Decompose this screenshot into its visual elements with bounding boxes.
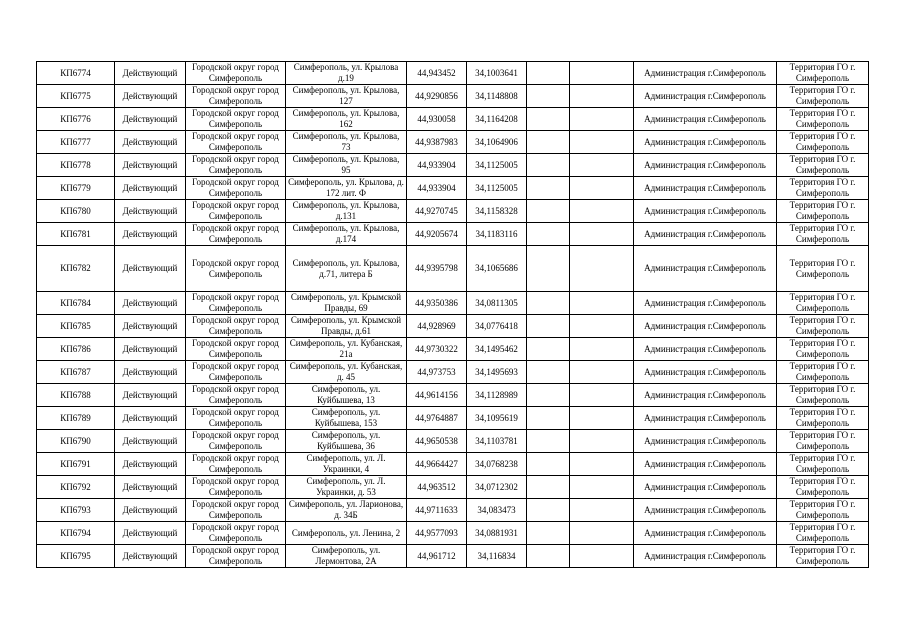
address-cell: Симферополь, ул. Крылова, д.71, литера Б [286,246,407,292]
longitude-cell: 34,1158328 [467,200,527,223]
latitude-cell: 44,9270745 [407,200,467,223]
empty-cell-2 [570,430,634,453]
latitude-cell: 44,961712 [407,545,467,568]
address-cell: Симферополь, ул. Кубанская, д. 45 [286,361,407,384]
latitude-cell: 44,9614156 [407,384,467,407]
address-cell: Симферополь, ул. Крылова, 127 [286,85,407,108]
municipality-cell: Городской округ город Симферополь [186,154,286,177]
operator-cell: Администрация г.Симферополь [634,522,777,545]
empty-cell-1 [527,338,570,361]
latitude-cell: 44,9290856 [407,85,467,108]
empty-cell-2 [570,85,634,108]
latitude-cell: 44,928969 [407,315,467,338]
municipality-cell: Городской округ город Симферополь [186,246,286,292]
table-row [37,108,869,131]
address-cell: Симферополь, ул. Л. Украинки, д. 53 [286,476,407,499]
empty-cell-2 [570,154,634,177]
operator-cell: Администрация г.Симферополь [634,62,777,85]
latitude-cell: 44,9395798 [407,246,467,292]
address-cell: Симферополь, ул. Лермонтова, 2А [286,545,407,568]
operator-cell: Администрация г.Симферополь [634,430,777,453]
address-cell: Симферополь, ул. Кубанская, 21а [286,338,407,361]
empty-cell-1 [527,154,570,177]
territory-cell: Территория ГО г. Симферополь [777,430,869,453]
municipality-cell: Городской округ город Симферополь [186,499,286,522]
longitude-cell: 34,083473 [467,499,527,522]
empty-cell-1 [527,361,570,384]
kp-code-cell: КП6782 [37,246,115,292]
empty-cell-1 [527,246,570,292]
latitude-cell: 44,943452 [407,62,467,85]
longitude-cell: 34,1148808 [467,85,527,108]
operator-cell: Администрация г.Симферополь [634,154,777,177]
kp-code-cell: КП6784 [37,292,115,315]
territory-cell: Территория ГО г. Симферополь [777,62,869,85]
municipality-cell: Городской округ город Симферополь [186,62,286,85]
operator-cell: Администрация г.Симферополь [634,338,777,361]
empty-cell-1 [527,177,570,200]
longitude-cell: 34,1495693 [467,361,527,384]
address-cell: Симферополь, ул. Крылова, 95 [286,154,407,177]
longitude-cell: 34,0712302 [467,476,527,499]
empty-cell-1 [527,545,570,568]
longitude-cell: 34,1128989 [467,384,527,407]
empty-cell-1 [527,430,570,453]
longitude-cell: 34,1495462 [467,338,527,361]
territory-cell: Территория ГО г. Симферополь [777,108,869,131]
table-row [37,292,869,315]
municipality-cell: Городской округ город Симферополь [186,200,286,223]
kp-code-cell: КП6778 [37,154,115,177]
operator-cell: Администрация г.Симферополь [634,85,777,108]
kp-code-cell: КП6792 [37,476,115,499]
address-cell: Симферополь, ул. Крылова, д.174 [286,223,407,246]
latitude-cell: 44,9577093 [407,522,467,545]
empty-cell-2 [570,177,634,200]
status-cell: Действующий [115,131,186,154]
territory-cell: Территория ГО г. Симферополь [777,200,869,223]
territory-cell: Территория ГО г. Симферополь [777,315,869,338]
kp-code-cell: КП6775 [37,85,115,108]
empty-cell-2 [570,407,634,430]
registry-table [36,61,869,568]
longitude-cell: 34,1064906 [467,131,527,154]
table-body [37,62,869,568]
territory-cell: Территория ГО г. Симферополь [777,499,869,522]
longitude-cell: 34,0881931 [467,522,527,545]
status-cell: Действующий [115,384,186,407]
territory-cell: Территория ГО г. Симферополь [777,246,869,292]
empty-cell-1 [527,292,570,315]
status-cell: Действующий [115,407,186,430]
empty-cell-2 [570,338,634,361]
empty-cell-1 [527,62,570,85]
municipality-cell: Городской округ город Симферополь [186,522,286,545]
operator-cell: Администрация г.Симферополь [634,384,777,407]
longitude-cell: 34,1183116 [467,223,527,246]
table-row [37,177,869,200]
operator-cell: Администрация г.Симферополь [634,292,777,315]
longitude-cell: 34,1095619 [467,407,527,430]
longitude-cell: 34,0768238 [467,453,527,476]
territory-cell: Территория ГО г. Симферополь [777,131,869,154]
longitude-cell: 34,0811305 [467,292,527,315]
municipality-cell: Городской округ город Симферополь [186,361,286,384]
territory-cell: Территория ГО г. Симферополь [777,384,869,407]
latitude-cell: 44,9650538 [407,430,467,453]
empty-cell-2 [570,499,634,522]
empty-cell-1 [527,522,570,545]
table-row [37,338,869,361]
status-cell: Действующий [115,476,186,499]
empty-cell-2 [570,361,634,384]
kp-code-cell: КП6786 [37,338,115,361]
municipality-cell: Городской округ город Симферополь [186,384,286,407]
latitude-cell: 44,973753 [407,361,467,384]
status-cell: Действующий [115,361,186,384]
address-cell: Симферополь, ул. Куйбышева, 36 [286,430,407,453]
kp-code-cell: КП6791 [37,453,115,476]
status-cell: Действующий [115,108,186,131]
empty-cell-2 [570,545,634,568]
status-cell: Действующий [115,430,186,453]
empty-cell-1 [527,108,570,131]
operator-cell: Администрация г.Симферополь [634,545,777,568]
address-cell: Симферополь, ул. Л. Украинки, 4 [286,453,407,476]
operator-cell: Администрация г.Симферополь [634,177,777,200]
empty-cell-1 [527,315,570,338]
territory-cell: Территория ГО г. Симферополь [777,522,869,545]
empty-cell-1 [527,223,570,246]
municipality-cell: Городской округ город Симферополь [186,430,286,453]
municipality-cell: Городской округ город Симферополь [186,407,286,430]
address-cell: Симферополь, ул. Крылова д.19 [286,62,407,85]
table-row [37,223,869,246]
status-cell: Действующий [115,62,186,85]
municipality-cell: Городской округ город Симферополь [186,131,286,154]
territory-cell: Территория ГО г. Симферополь [777,223,869,246]
address-cell: Симферополь, ул. Крымской Правды, д.61 [286,315,407,338]
latitude-cell: 44,9711633 [407,499,467,522]
empty-cell-2 [570,246,634,292]
latitude-cell: 44,9664427 [407,453,467,476]
empty-cell-1 [527,384,570,407]
operator-cell: Администрация г.Симферополь [634,200,777,223]
municipality-cell: Городской округ город Симферополь [186,315,286,338]
empty-cell-1 [527,131,570,154]
territory-cell: Территория ГО г. Симферополь [777,85,869,108]
municipality-cell: Городской округ город Симферополь [186,85,286,108]
longitude-cell: 34,1103781 [467,430,527,453]
operator-cell: Администрация г.Симферополь [634,131,777,154]
kp-code-cell: КП6776 [37,108,115,131]
empty-cell-2 [570,223,634,246]
kp-code-cell: КП6795 [37,545,115,568]
table-row [37,154,869,177]
latitude-cell: 44,9730322 [407,338,467,361]
operator-cell: Администрация г.Симферополь [634,315,777,338]
empty-cell-2 [570,200,634,223]
kp-code-cell: КП6790 [37,430,115,453]
latitude-cell: 44,9387983 [407,131,467,154]
operator-cell: Администрация г.Симферополь [634,407,777,430]
empty-cell-1 [527,453,570,476]
longitude-cell: 34,1065686 [467,246,527,292]
longitude-cell: 34,1003641 [467,62,527,85]
municipality-cell: Городской округ город Симферополь [186,223,286,246]
status-cell: Действующий [115,338,186,361]
operator-cell: Администрация г.Симферополь [634,453,777,476]
kp-code-cell: КП6794 [37,522,115,545]
operator-cell: Администрация г.Симферополь [634,246,777,292]
status-cell: Действующий [115,223,186,246]
empty-cell-2 [570,384,634,407]
empty-cell-2 [570,62,634,85]
longitude-cell: 34,1164208 [467,108,527,131]
territory-cell: Территория ГО г. Симферополь [777,407,869,430]
longitude-cell: 34,0776418 [467,315,527,338]
kp-code-cell: КП6779 [37,177,115,200]
operator-cell: Администрация г.Симферополь [634,361,777,384]
longitude-cell: 34,1125005 [467,177,527,200]
municipality-cell: Городской округ город Симферополь [186,108,286,131]
table-row [37,407,869,430]
operator-cell: Администрация г.Симферополь [634,223,777,246]
table-row [37,522,869,545]
status-cell: Действующий [115,315,186,338]
status-cell: Действующий [115,522,186,545]
kp-code-cell: КП6781 [37,223,115,246]
empty-cell-2 [570,108,634,131]
municipality-cell: Городской округ город Симферополь [186,177,286,200]
empty-cell-2 [570,476,634,499]
kp-code-cell: КП6774 [37,62,115,85]
kp-code-cell: КП6777 [37,131,115,154]
municipality-cell: Городской округ город Симферополь [186,545,286,568]
kp-code-cell: КП6788 [37,384,115,407]
empty-cell-2 [570,131,634,154]
empty-cell-2 [570,292,634,315]
territory-cell: Территория ГО г. Симферополь [777,154,869,177]
empty-cell-1 [527,476,570,499]
municipality-cell: Городской округ город Симферополь [186,453,286,476]
latitude-cell: 44,933904 [407,154,467,177]
territory-cell: Территория ГО г. Симферополь [777,338,869,361]
table-row [37,200,869,223]
kp-code-cell: КП6785 [37,315,115,338]
status-cell: Действующий [115,154,186,177]
municipality-cell: Городской округ город Симферополь [186,338,286,361]
territory-cell: Территория ГО г. Симферополь [777,292,869,315]
latitude-cell: 44,930058 [407,108,467,131]
latitude-cell: 44,963512 [407,476,467,499]
municipality-cell: Городской округ город Симферополь [186,292,286,315]
address-cell: Симферополь, ул. Ларионова, д. 34Б [286,499,407,522]
latitude-cell: 44,9764887 [407,407,467,430]
address-cell: Симферополь, ул. Куйбышева, 153 [286,407,407,430]
kp-code-cell: КП6793 [37,499,115,522]
empty-cell-1 [527,85,570,108]
territory-cell: Территория ГО г. Симферополь [777,361,869,384]
territory-cell: Территория ГО г. Симферополь [777,476,869,499]
table-row [37,499,869,522]
longitude-cell: 34,116834 [467,545,527,568]
empty-cell-2 [570,315,634,338]
table-row [37,131,869,154]
territory-cell: Территория ГО г. Симферополь [777,453,869,476]
table-row [37,85,869,108]
table-row [37,476,869,499]
empty-cell-1 [527,407,570,430]
territory-cell: Территория ГО г. Симферополь [777,177,869,200]
address-cell: Симферополь, ул. Крымской Правды, 69 [286,292,407,315]
latitude-cell: 44,933904 [407,177,467,200]
latitude-cell: 44,9205674 [407,223,467,246]
kp-code-cell: КП6787 [37,361,115,384]
empty-cell-1 [527,200,570,223]
table-row [37,430,869,453]
status-cell: Действующий [115,177,186,200]
status-cell: Действующий [115,453,186,476]
status-cell: Действующий [115,545,186,568]
address-cell: Симферополь, ул. Крылова, 73 [286,131,407,154]
operator-cell: Администрация г.Симферополь [634,108,777,131]
status-cell: Действующий [115,246,186,292]
kp-code-cell: КП6789 [37,407,115,430]
operator-cell: Администрация г.Симферополь [634,476,777,499]
status-cell: Действующий [115,200,186,223]
operator-cell: Администрация г.Симферополь [634,499,777,522]
table-row [37,315,869,338]
table-row [37,453,869,476]
status-cell: Действующий [115,85,186,108]
kp-code-cell: КП6780 [37,200,115,223]
table-row [37,246,869,292]
address-cell: Симферополь, ул. Крылова, 162 [286,108,407,131]
latitude-cell: 44,9350386 [407,292,467,315]
municipality-cell: Городской округ город Симферополь [186,476,286,499]
address-cell: Симферополь, ул. Куйбышева, 13 [286,384,407,407]
empty-cell-2 [570,453,634,476]
address-cell: Симферополь, ул. Крылова, д. 172 лит. Ф [286,177,407,200]
table-row [37,361,869,384]
territory-cell: Территория ГО г. Симферополь [777,545,869,568]
empty-cell-2 [570,522,634,545]
empty-cell-1 [527,499,570,522]
status-cell: Действующий [115,499,186,522]
table-row [37,384,869,407]
status-cell: Действующий [115,292,186,315]
table-row [37,545,869,568]
address-cell: Симферополь, ул. Крылова, д.131 [286,200,407,223]
longitude-cell: 34,1125005 [467,154,527,177]
address-cell: Симферополь, ул. Ленина, 2 [286,522,407,545]
table-row [37,62,869,85]
